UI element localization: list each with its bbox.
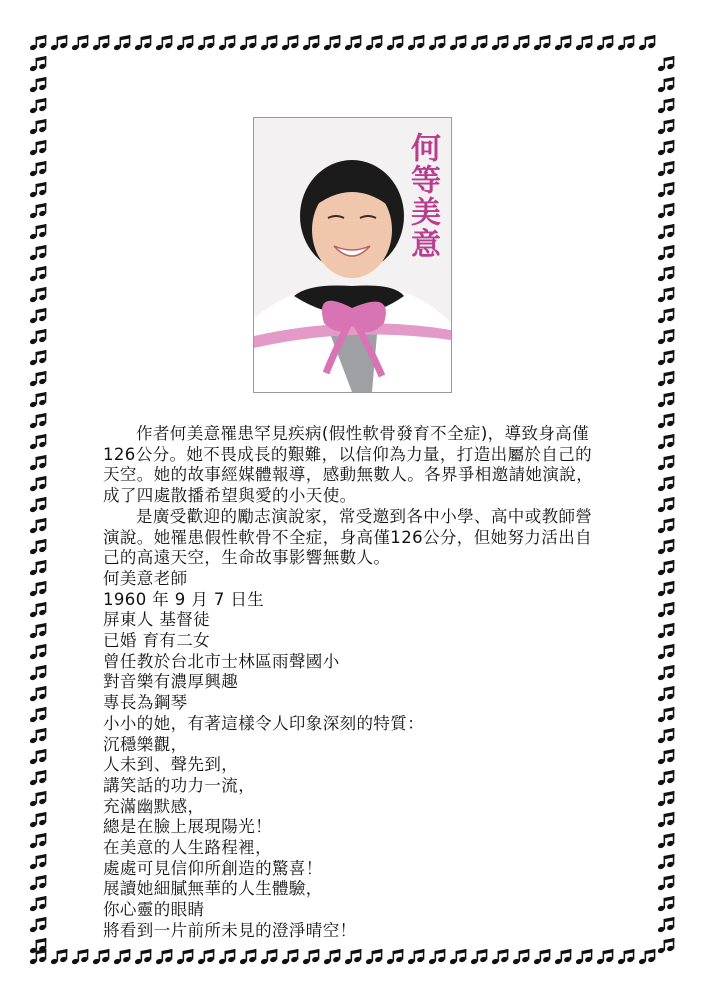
music-note-icon xyxy=(155,949,172,965)
music-note-icon xyxy=(29,854,46,870)
music-note-icon xyxy=(29,791,46,807)
music-note-icon xyxy=(657,266,674,282)
music-note-icon xyxy=(657,476,674,492)
music-note-icon xyxy=(29,203,46,219)
music-note-icon xyxy=(657,413,674,429)
profile-lines xyxy=(103,569,603,942)
music-note-icon xyxy=(512,35,529,51)
music-note-icon xyxy=(657,833,674,849)
music-note-icon xyxy=(657,896,674,912)
music-note-icon xyxy=(657,686,674,702)
music-note-icon xyxy=(657,602,674,618)
music-note-icon xyxy=(29,119,46,135)
music-note-icon xyxy=(657,728,674,744)
intro-paragraph: 作者何美意罹患罕見疾病(假性軟骨發育不全症)，導致身高僅126公分。她不畏成長的艱難，以信仰為力量，打造出屬於自己的天空。她的故事經媒體報導，感動無數人。各界爭相邀請她演說，成了四處散播希望與愛的小天使。 xyxy=(103,424,594,506)
music-note-icon xyxy=(365,35,382,51)
profile-line: 將看到一片前所未見的澄淨晴空！ xyxy=(103,920,357,940)
music-note-icon xyxy=(29,56,46,72)
book-cover xyxy=(253,117,452,393)
music-note-icon xyxy=(29,749,46,765)
music-note-icon xyxy=(29,371,46,387)
profile-line: 講笑話的功力一流， xyxy=(103,775,256,795)
music-note-icon xyxy=(29,665,46,681)
music-note-icon xyxy=(657,98,674,114)
music-note-icon xyxy=(575,949,592,965)
music-note-icon xyxy=(218,35,235,51)
music-note-icon xyxy=(617,949,634,965)
profile-line: 你心靈的眼睛 xyxy=(103,900,205,920)
music-note-icon xyxy=(197,949,214,965)
profile-line: 充滿幽默感， xyxy=(103,796,205,816)
music-note-icon xyxy=(29,161,46,177)
music-note-icon xyxy=(657,749,674,765)
music-note-icon xyxy=(657,245,674,261)
music-note-icon xyxy=(491,35,508,51)
music-note-icon xyxy=(29,455,46,471)
music-note-icon xyxy=(50,949,67,965)
music-note-icon xyxy=(449,949,466,965)
profile-line: 總是在臉上展現陽光！ xyxy=(103,817,272,837)
music-note-icon xyxy=(554,949,571,965)
speaker-paragraph: 是廣受歡迎的勵志演說家，常受邀到各中小學、高中或教師營演說。她罹患假性軟骨不全症，身高僅126公分，但她努力活出自己的高遠天空，生命故事影響無數人。 xyxy=(103,506,593,568)
music-note-icon xyxy=(302,949,319,965)
music-note-icon xyxy=(197,35,214,51)
profile-line: 屏東人 基督徒 xyxy=(103,610,211,630)
music-note-icon xyxy=(596,35,613,51)
profile-line: 人未到、聲先到， xyxy=(103,755,239,775)
music-note-icon xyxy=(29,266,46,282)
music-note-icon xyxy=(29,518,46,534)
music-note-icon xyxy=(29,875,46,891)
music-note-icon xyxy=(29,581,46,597)
music-note-icon xyxy=(596,949,613,965)
music-note-icon xyxy=(470,949,487,965)
music-note-icon xyxy=(29,476,46,492)
music-note-icon xyxy=(657,161,674,177)
music-note-icon xyxy=(657,518,674,534)
profile-line: 專長為鋼琴 xyxy=(103,693,188,713)
music-note-icon xyxy=(470,35,487,51)
music-note-icon xyxy=(638,949,655,965)
music-note-icon xyxy=(657,287,674,303)
music-note-icon xyxy=(657,308,674,324)
music-note-icon xyxy=(29,182,46,198)
music-note-icon xyxy=(428,949,445,965)
music-note-icon xyxy=(29,98,46,114)
music-note-icon xyxy=(29,434,46,450)
music-note-icon xyxy=(29,413,46,429)
music-note-icon xyxy=(29,560,46,576)
profile-line: 曾任教於台北市士林區雨聲國小 xyxy=(103,651,340,671)
music-note-icon xyxy=(657,938,674,954)
music-note-icon xyxy=(29,35,46,51)
music-note-icon xyxy=(575,35,592,51)
music-note-icon xyxy=(239,35,256,51)
music-note-icon xyxy=(554,35,571,51)
music-note-icon xyxy=(323,949,340,965)
music-note-icon xyxy=(281,949,298,965)
music-note-icon xyxy=(657,707,674,723)
music-note-icon xyxy=(113,949,130,965)
music-note-icon xyxy=(29,287,46,303)
music-note-icon xyxy=(386,949,403,965)
music-note-icon xyxy=(657,791,674,807)
music-note-icon xyxy=(71,949,88,965)
music-note-icon xyxy=(657,56,674,72)
music-note-icon xyxy=(29,497,46,513)
profile-line: 已婚 育有二女 xyxy=(103,631,211,651)
music-note-icon xyxy=(657,182,674,198)
music-note-icon xyxy=(657,350,674,366)
music-note-icon xyxy=(533,949,550,965)
music-note-icon xyxy=(29,602,46,618)
music-note-icon xyxy=(657,203,674,219)
profile-line: 小小的她，有著這樣令人印象深刻的特質： xyxy=(103,713,425,733)
music-note-icon xyxy=(29,623,46,639)
music-note-icon xyxy=(29,350,46,366)
music-note-icon xyxy=(302,35,319,51)
music-note-icon xyxy=(657,770,674,786)
music-note-icon xyxy=(533,35,550,51)
music-note-icon xyxy=(512,949,529,965)
music-note-icon xyxy=(657,371,674,387)
music-note-icon xyxy=(29,686,46,702)
music-note-icon xyxy=(29,812,46,828)
music-note-icon xyxy=(239,949,256,965)
music-note-icon xyxy=(176,949,193,965)
music-note-icon xyxy=(260,949,277,965)
music-note-icon xyxy=(491,949,508,965)
music-note-icon xyxy=(344,35,361,51)
music-note-icon xyxy=(407,949,424,965)
music-note-icon xyxy=(407,35,424,51)
music-note-icon xyxy=(657,224,674,240)
music-note-icon xyxy=(134,35,151,51)
music-note-icon xyxy=(657,581,674,597)
music-note-icon xyxy=(92,949,109,965)
music-note-icon xyxy=(657,812,674,828)
music-note-icon xyxy=(29,308,46,324)
profile-line: 沉穩樂觀， xyxy=(103,734,188,754)
music-note-icon xyxy=(29,392,46,408)
music-note-icon xyxy=(29,224,46,240)
profile-line: 何美意老師 xyxy=(103,568,188,588)
music-note-icon xyxy=(29,140,46,156)
music-note-icon xyxy=(29,77,46,93)
music-note-icon xyxy=(657,917,674,933)
music-note-icon xyxy=(29,539,46,555)
music-note-icon xyxy=(29,896,46,912)
music-note-icon xyxy=(344,949,361,965)
music-note-icon xyxy=(260,35,277,51)
music-note-icon xyxy=(657,560,674,576)
music-note-icon xyxy=(155,35,172,51)
music-note-icon xyxy=(29,707,46,723)
music-note-icon xyxy=(657,455,674,471)
music-note-icon xyxy=(29,644,46,660)
music-note-icon xyxy=(29,917,46,933)
music-note-icon xyxy=(657,77,674,93)
music-note-icon xyxy=(449,35,466,51)
music-note-icon xyxy=(113,35,130,51)
music-note-icon xyxy=(657,854,674,870)
book-cover-title: 何等美意 xyxy=(405,132,440,260)
music-note-icon xyxy=(50,35,67,51)
music-note-icon xyxy=(386,35,403,51)
document-body xyxy=(103,424,603,942)
music-note-icon xyxy=(657,665,674,681)
music-note-icon xyxy=(134,949,151,965)
music-note-icon xyxy=(71,35,88,51)
music-note-icon xyxy=(617,35,634,51)
music-note-icon xyxy=(281,35,298,51)
music-note-icon xyxy=(638,35,655,51)
music-note-icon xyxy=(657,623,674,639)
music-note-icon xyxy=(92,35,109,51)
music-note-icon xyxy=(323,35,340,51)
profile-line: 1960 年 9 月 7 日生 xyxy=(103,589,265,609)
music-note-icon xyxy=(365,949,382,965)
music-note-icon xyxy=(657,329,674,345)
music-note-icon xyxy=(657,392,674,408)
music-note-icon xyxy=(657,644,674,660)
music-note-icon xyxy=(657,434,674,450)
music-note-icon xyxy=(657,497,674,513)
music-note-icon xyxy=(29,833,46,849)
music-note-icon xyxy=(29,329,46,345)
music-note-icon xyxy=(29,245,46,261)
profile-line: 處處可見信仰所創造的驚喜！ xyxy=(103,858,323,878)
profile-line: 展讀她細膩無華的人生體驗， xyxy=(103,879,323,899)
music-note-icon xyxy=(218,949,235,965)
music-note-icon xyxy=(176,35,193,51)
music-note-icon xyxy=(428,35,445,51)
music-note-icon xyxy=(657,119,674,135)
music-note-icon xyxy=(29,770,46,786)
music-note-icon xyxy=(29,728,46,744)
music-note-icon xyxy=(657,875,674,891)
music-note-icon xyxy=(657,539,674,555)
music-note-icon xyxy=(657,140,674,156)
profile-line: 對音樂有濃厚興趣 xyxy=(103,672,239,692)
profile-line: 在美意的人生路程裡， xyxy=(103,838,272,858)
